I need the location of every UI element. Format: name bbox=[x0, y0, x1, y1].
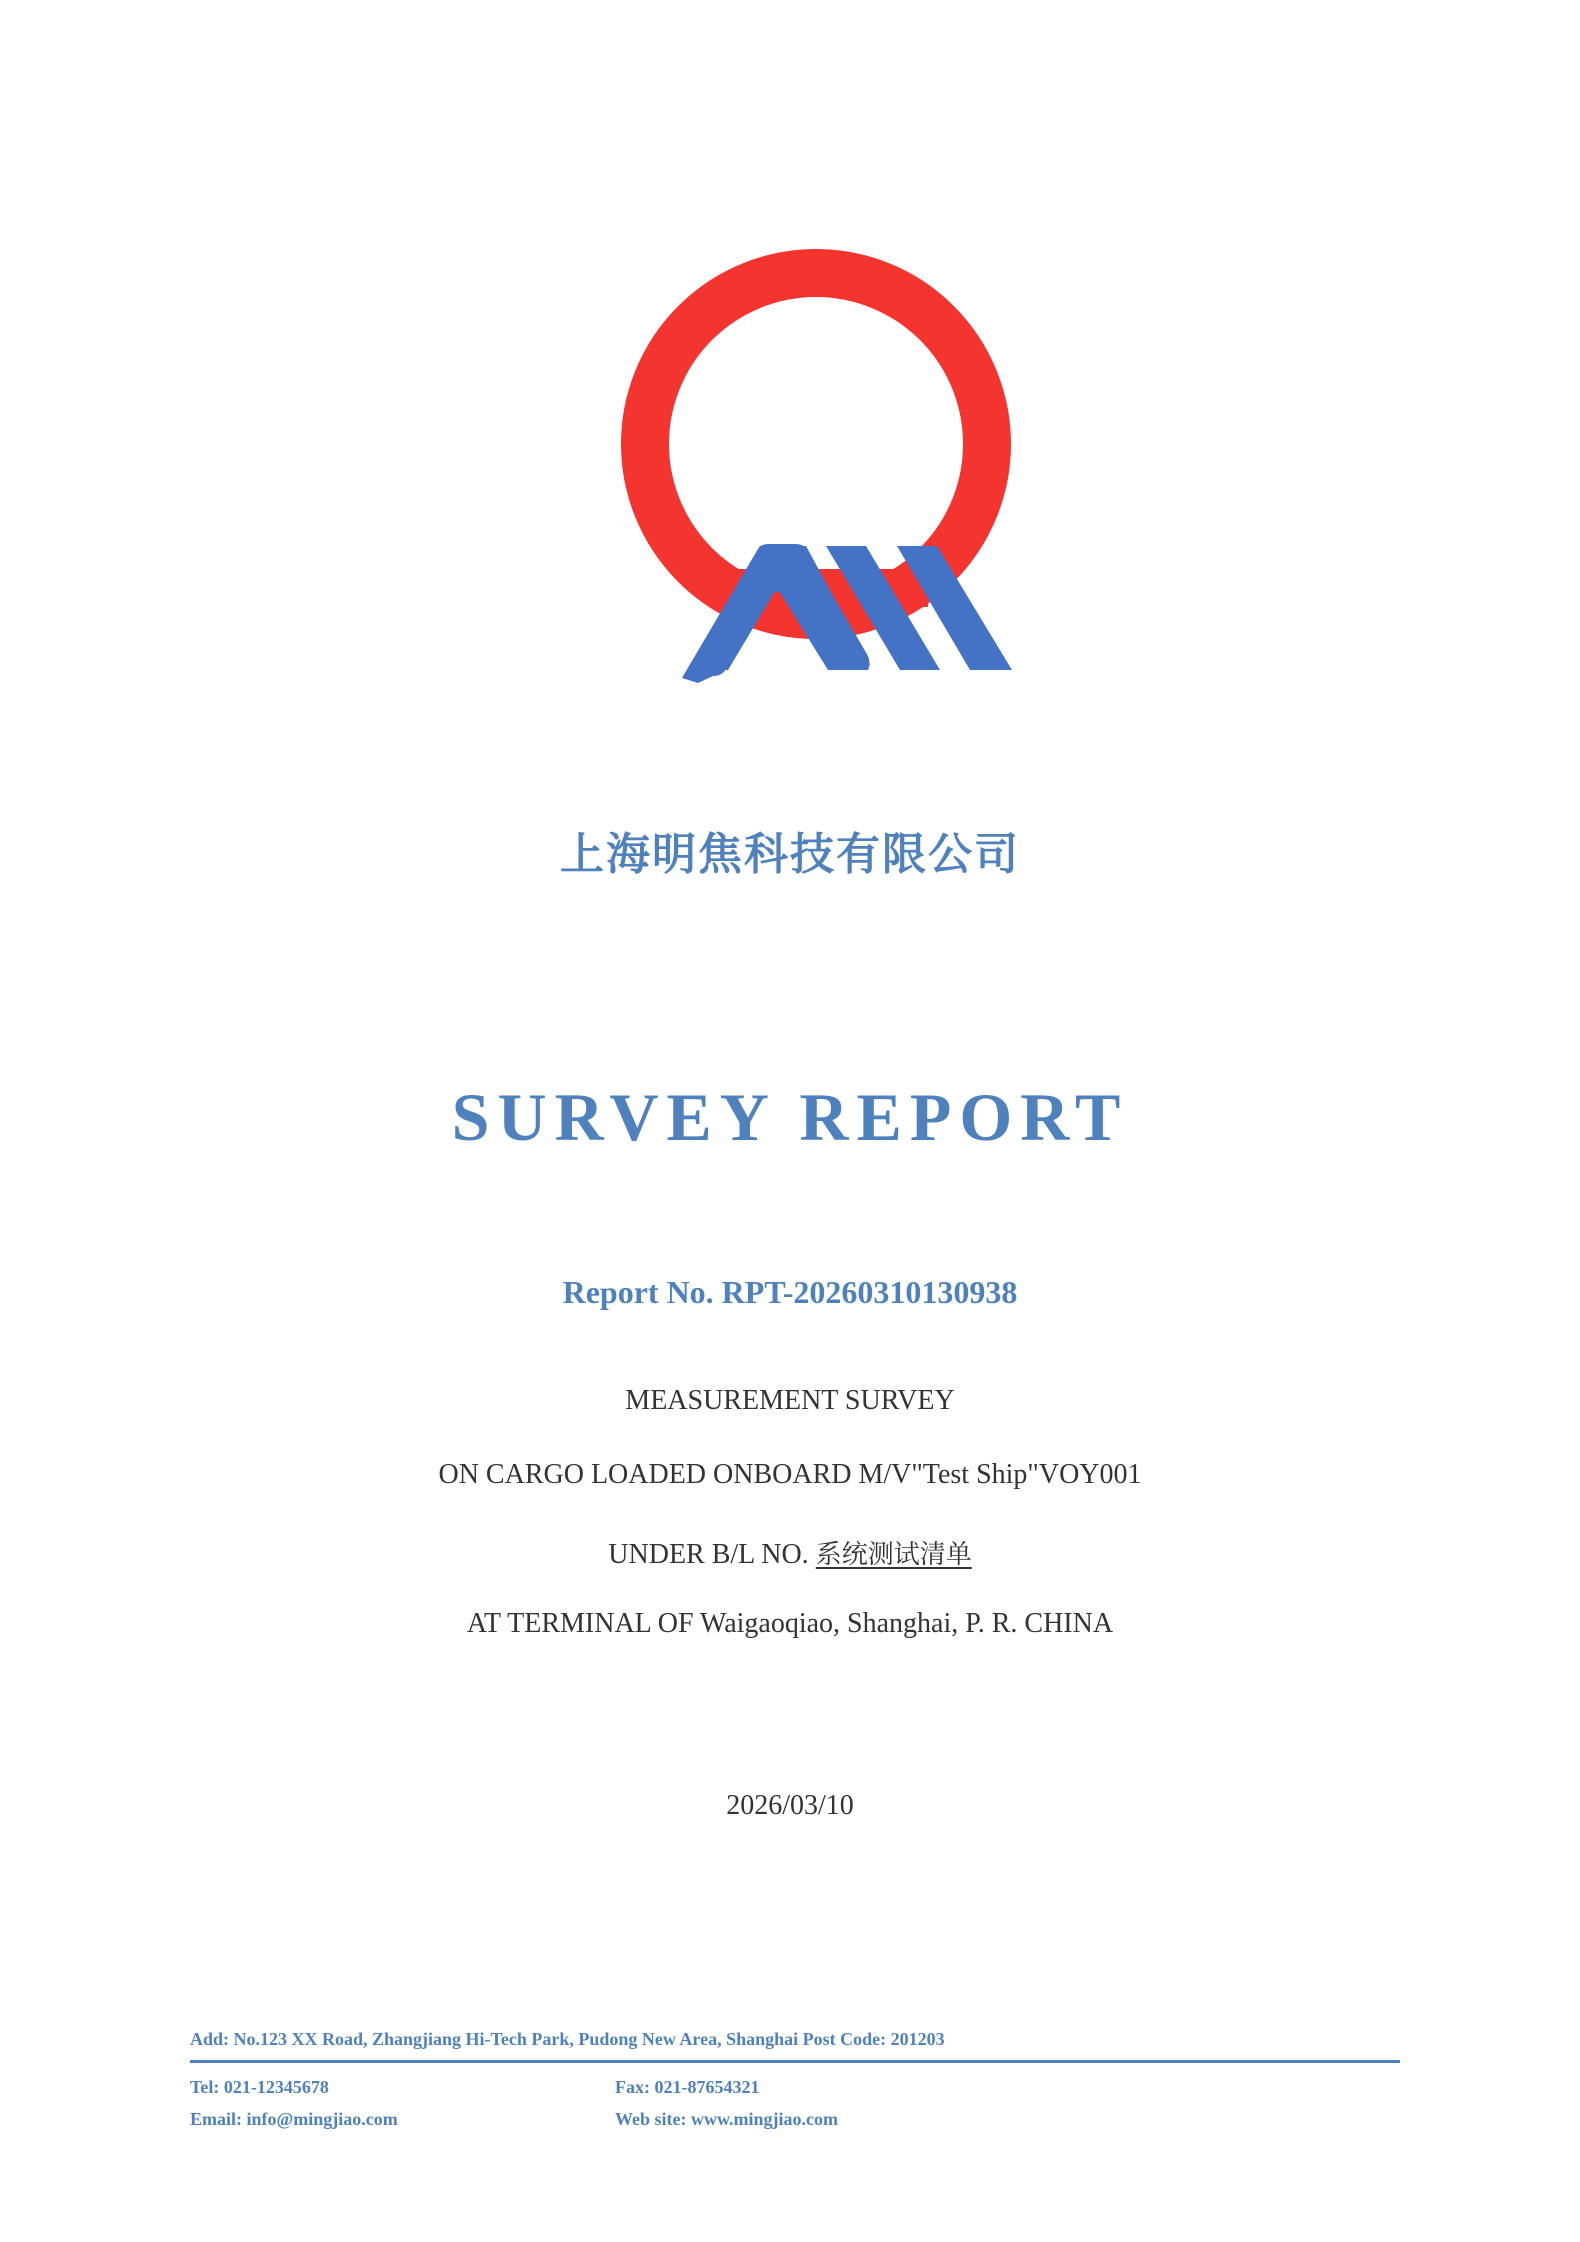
footer bbox=[190, 2026, 1400, 2139]
footer-row-phone bbox=[190, 2075, 1400, 2107]
footer-address: Add: No.123 XX Road, Zhangjiang Hi-Tech Park, Pudong New Area, Shanghai Post Code: 201203 bbox=[190, 2029, 945, 2049]
survey-type: MEASUREMENT SURVEY bbox=[625, 1385, 955, 1416]
footer-email: Email: info@mingjiao.com bbox=[190, 2109, 398, 2129]
vessel-line: ON CARGO LOADED ONBOARD M/V"Test Ship"VOY001 bbox=[438, 1459, 1142, 1490]
footer-row-web bbox=[190, 2107, 1400, 2139]
bl-number: 系统测试清单 bbox=[815, 1540, 972, 1570]
report-title: SURVEY REPORT bbox=[451, 1079, 1129, 1155]
footer-website: Web site: www.mingjiao.com bbox=[615, 2109, 838, 2129]
company-name: 上海明焦科技有限公司 bbox=[560, 829, 1020, 880]
footer-fax: Fax: 021-87654321 bbox=[615, 2077, 760, 2097]
bl-line bbox=[0, 1534, 1580, 1571]
footer-divider bbox=[190, 2060, 1400, 2063]
bl-label: UNDER B/L NO. bbox=[608, 1539, 816, 1570]
report-date: 2026/03/10 bbox=[726, 1790, 854, 1821]
logo-icon bbox=[618, 228, 1014, 684]
terminal-line: AT TERMINAL OF Waigaoqiao, Shanghai, P. R. CHINA bbox=[466, 1608, 1114, 1639]
company-logo bbox=[618, 228, 1014, 684]
footer-tel: Tel: 021-12345678 bbox=[190, 2077, 329, 2097]
report-number: Report No. RPT-20260310130938 bbox=[562, 1274, 1018, 1310]
